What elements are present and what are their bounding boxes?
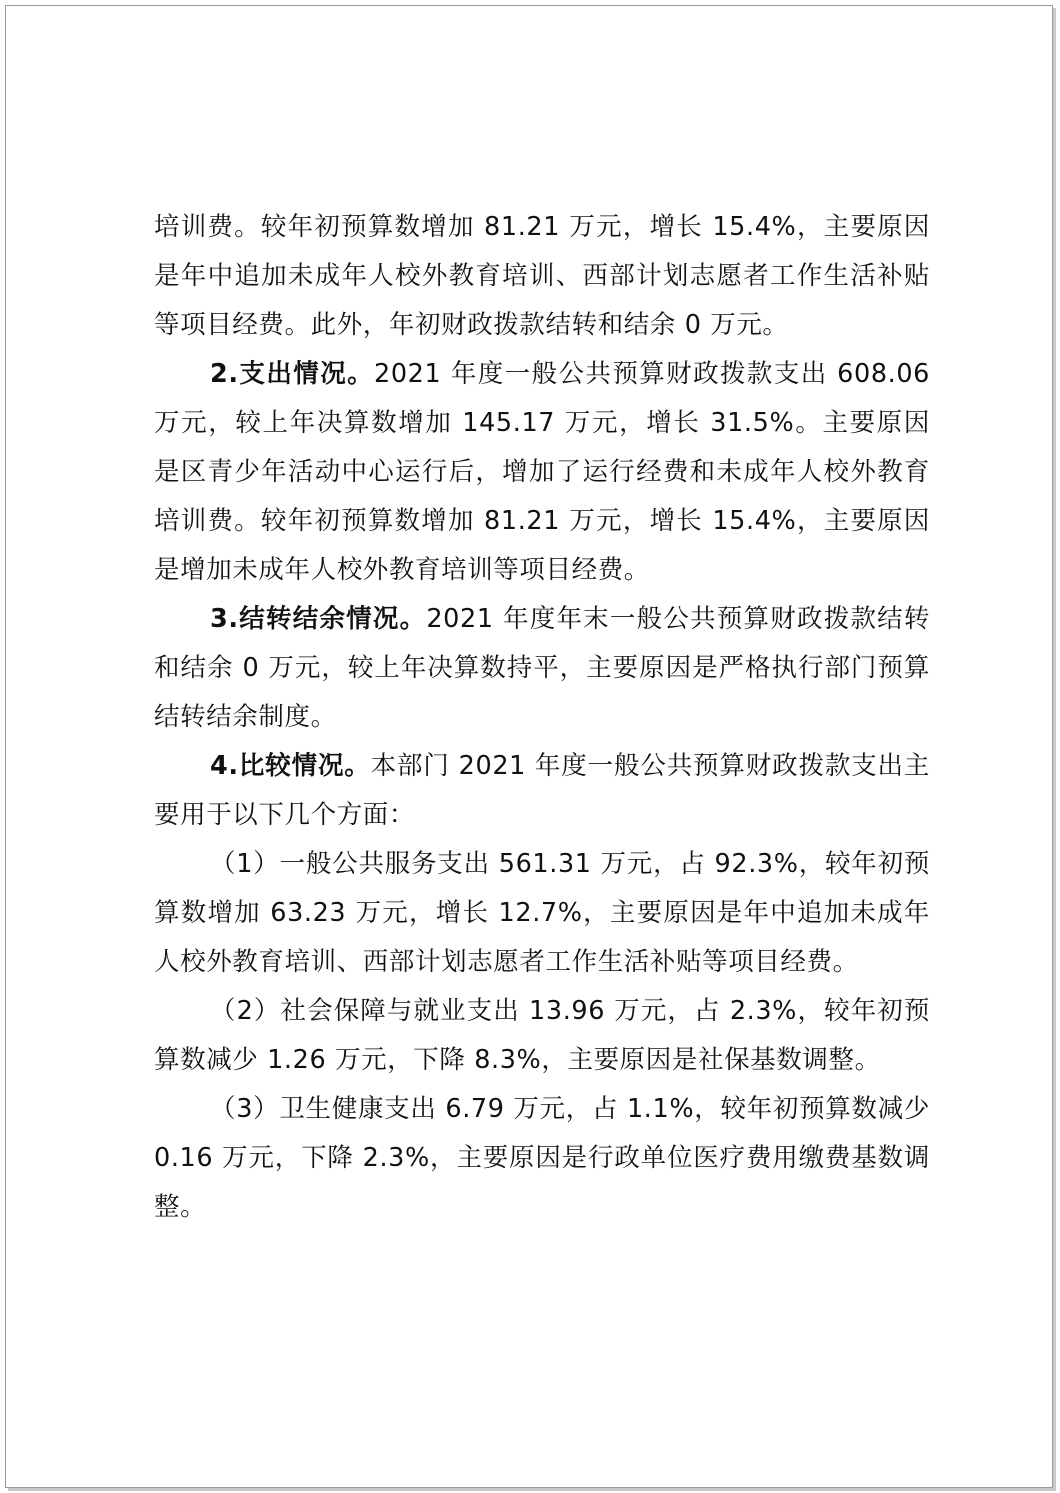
paragraph-training-fee-continuation [154, 203, 930, 350]
paragraph-text: 2021 年度一般公共预算财政拨款支出 608.06 万元，较上年决算数增加 145.17 万元，增长 31.5%。主要原因是区青少年活动中心运行后，增加了运行经费和未成年人校外教育培训费。较年初预算数增加 81.21 万元，增长 15.4%，主要原因是增加未成年人校外教育培训等项目经费。 [154, 359, 930, 585]
list-item-social-security [154, 987, 930, 1085]
paragraph-text: （1）一般公共服务支出 561.31 万元，占 92.3%，较年初预算数增加 63.23 万元，增长 12.7%，主要原因是年中追加未成年人校外教育培训、西部计划志愿者工作生活补贴等项目经费。 [154, 849, 930, 977]
list-item-general-public-services [154, 840, 930, 987]
paragraph-text: 培训费。较年初预算数增加 81.21 万元，增长 15.4%，主要原因是年中追加未成年人校外教育培训、西部计划志愿者工作生活补贴等项目经费。此外，年初财政拨款结转和结余 0 万元。 [154, 212, 930, 340]
list-item-health [154, 1085, 930, 1232]
paragraph-comparison [154, 742, 930, 840]
paragraph-text: （3）卫生健康支出 6.79 万元，占 1.1%，较年初预算数减少 0.16 万元，下降 2.3%，主要原因是行政单位医疗费用缴费基数调整。 [154, 1094, 930, 1222]
document-page [5, 5, 1053, 1488]
paragraph-carryover [154, 595, 930, 742]
section-heading-carryover: 3.结转结余情况。 [210, 604, 427, 634]
paragraph-text: （2）社会保障与就业支出 13.96 万元，占 2.3%，较年初预算数减少 1.26 万元，下降 8.3%，主要原因是社保基数调整。 [154, 996, 930, 1075]
paragraph-text: 本部门 2021 年度一般公共预算财政拨款支出主要用于以下几个方面： [154, 751, 930, 830]
paragraph-expenditure [154, 350, 930, 595]
paragraph-text: 2021 年度年末一般公共预算财政拨款结转和结余 0 万元，较上年决算数持平，主要原因是严格执行部门预算结转结余制度。 [154, 604, 930, 732]
document-body [154, 203, 930, 1232]
section-heading-comparison: 4.比较情况。 [210, 751, 371, 781]
section-heading-expenditure: 2.支出情况。 [210, 359, 375, 389]
